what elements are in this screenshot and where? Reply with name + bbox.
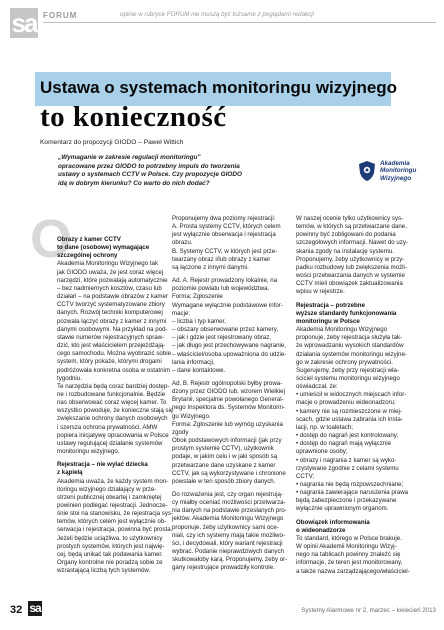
text-line: śnie stoi na stanowisku, że rejestracja sys- [57, 510, 174, 518]
text-line: przetwarzane dane uzyskane z kamer [172, 461, 276, 469]
text-line: B. Systemy CCTV, w których jest prze- [172, 247, 278, 255]
text-line: – jak długo jest przechowywane nagranie, [172, 342, 287, 350]
text-line: gu Wizyjnego. [172, 412, 211, 420]
text-line: podróżowała konkretna osoba w ostatnim [57, 366, 170, 374]
column-heading: to dane (osobowe) wymagające [57, 244, 150, 252]
text-line: temów, których celem jest wyłącznie ob- [57, 518, 167, 526]
text-line: • nagrania nie będą rozpowszechniane; [296, 481, 404, 488]
text-line: Jeżeli będzie uciążliwa, to użytkownicy [57, 534, 163, 542]
column-heading: Obowiązek informowania [296, 518, 370, 526]
text-line: danymi osobowymi. Na przykład na pod- [57, 325, 168, 333]
text-line: • dostęp do nagrań mają wyłącznie [296, 440, 391, 448]
text-line: – właściciel/osoba upoważniona do udzie- [172, 350, 287, 358]
column-heading: Rejestracja – nie wylać dziecka [57, 461, 148, 469]
text-line: scach, gdzie ustawa zabrania ich insta- [296, 415, 403, 423]
issue-info: Systemy Alarmowe nr 2, marzec – kwiecień 2013 [301, 607, 436, 614]
text-line: jektów. Akademia Monitoringu Wizyjnego [172, 515, 284, 523]
article-byline: Komentarz do propozycji GIODO – Paweł Wittich [40, 139, 184, 146]
magazine-logo: sa [11, 8, 37, 38]
text-line: Do rozważenia jest, czy organ rejestrują- [172, 491, 283, 498]
text-line: poziomie powiatu lub województwa. [172, 285, 270, 293]
text-line: będą zabezpieczone i przekazywane [296, 497, 397, 505]
column-heading: Obrazy z kamer CCTV [57, 236, 121, 243]
text-line: zgody [172, 428, 189, 436]
column-1 [57, 236, 174, 575]
text-line: Ad. B. Rejestr ogólnopolski byłby prowa- [172, 379, 283, 387]
text-line: dzony przez GIODO lub, wzorem Wielkiej [172, 388, 285, 396]
footer-logo: sa [29, 601, 41, 615]
text-line: wpisu w rejestrze. [296, 288, 345, 296]
badge-line: Akademia [380, 160, 410, 167]
text-line: skutkowałoby karą. Proponujemy, żeby or- [172, 556, 288, 564]
column-heading: o wideonadzorze [296, 526, 346, 534]
editorial-note: opinie w rubryce FORUM nie muszą być tożsame z poglądami redakcji [120, 11, 314, 18]
lead-line: idą w dobrym kierunku? Co warto do nich dodać? [58, 179, 210, 187]
text-line: Sugerujemy, żeby przy rejestracji wła- [296, 366, 399, 374]
text-line: proponuje, żeby rejestracja służyła tak- [296, 334, 403, 342]
text-line: • nagrania zawierające naruszenia prawa [296, 489, 409, 497]
section-label: FORUM [43, 11, 78, 20]
text-line: wybrać. Podanie nieprawdziwych danych [172, 548, 284, 556]
text-line: zwiększanie ochrony danych osobowych [57, 415, 168, 423]
column-heading: szczególnej ochrony [57, 252, 118, 260]
text-line: narzędzi, które pozwalają automatycznie [57, 276, 168, 284]
text-line: system, który pokaże, którymi drogami [57, 358, 162, 366]
text-line: i szersza ochrona prywatności. AMW [57, 423, 158, 431]
column-heading: z kąpielą [57, 469, 83, 477]
article-lead [58, 154, 348, 188]
text-line: lania informacji, [172, 358, 215, 366]
column-2 [172, 215, 290, 573]
text-line: Forma: Zgłoszenie [172, 293, 223, 301]
text-line: powinny być zobligowani do podania [296, 231, 396, 239]
text-line: nia danych na podstawie przesłanych pro- [172, 507, 287, 515]
text-line: niali, czy ich systemy mają takie możliwo- [172, 531, 285, 539]
text-line: W opinii Akademii Monitoringu Wizyj- [296, 543, 397, 551]
text-line: macje: [172, 309, 191, 317]
column-heading: Rejestracja – potrzebne [296, 301, 365, 309]
article-title-line1: Ustawa o systemach monitoringu wizyjnego [40, 78, 398, 97]
text-line: popiera inicjatywę opracowania w Polsce [57, 431, 169, 439]
text-line: są łączone z innymi danymi. [172, 263, 249, 271]
text-line: – dane kontaktowe. [172, 366, 226, 374]
text-line: informacje, że teren jest monitorowany, [296, 559, 403, 567]
text-line: ści, i decydowali, który wariant rejestracji [172, 539, 283, 547]
text-line: wzrastającą liczbą tych systemów. [57, 567, 151, 575]
text-line: Forma: Zgłoszenie lub wymóg uzyskania [172, 420, 283, 428]
text-line: Organy kontrolne nie poradzą sobie ze [57, 559, 163, 567]
column-heading: monitoringu w Polsce [296, 317, 360, 325]
text-line: • kamery nie są rozmieszczone w miej- [296, 407, 402, 415]
text-line: • umieścił w widocznych miejscach infor- [296, 391, 407, 399]
text-line: dzić, kto jest właścicielem przejeżdżają- [57, 342, 166, 350]
text-line: obrazu. [172, 239, 193, 247]
text-line: • dostęp do nagrań jest kontrolowany; [296, 432, 399, 440]
text-line: Ad. A. Rejestr prowadzony lokalnie, na [172, 277, 278, 285]
text-line: pozwala łączyć obrazy z kamer z innymi [57, 317, 167, 325]
header-divider [43, 22, 436, 23]
text-line: Akademia Monitoringu Wizyjnego tak [57, 260, 159, 268]
text-line: To standard, którego w Polsce brakuje. [296, 534, 402, 542]
text-line: nego Inspektora ds. Systemów Monitorin- [172, 404, 285, 412]
badge-line: Wizyjnego [380, 174, 412, 182]
text-line: cy miałby oceniać możliwości przetwarza- [172, 499, 286, 507]
lead-line: opracowane przez GIODO to potrzebny impuls do tworzenia [58, 162, 240, 170]
text-line: twarzany obraz i/lub obrazy z kamer [172, 255, 271, 263]
text-line: powinien podlegać rejestracji. Jednocze- [57, 502, 168, 509]
page-number: 32 [10, 604, 23, 616]
text-line: • obrazy i nagrania z kamer są wyko- [296, 456, 397, 464]
text-line: serwacja i rejestracja, powinna być prosta. [57, 526, 173, 534]
badge-line: Monitoringu [380, 167, 417, 175]
text-line: rzystywane zgodnie z celami systemu [296, 464, 399, 472]
column-3 [296, 215, 426, 576]
text-line: gany rejestrujące prowadziły kontrole. [172, 564, 275, 572]
text-line: temów, w których są przetwarzane dane, [296, 223, 407, 231]
text-line: jak GIODO uważa, że jest coraz więcej [57, 268, 164, 276]
text-line: działań – na podstawie obrazów z kamer [57, 293, 168, 301]
text-line: nego na tablicach powinny znaleźć się [296, 551, 401, 559]
text-line: go w zakresie ochrony prywatności. [296, 358, 393, 366]
text-line: Obok podstawowych informacji (jak przy [172, 437, 282, 445]
text-line: danych. Rozwój techniki komputerowej [57, 309, 163, 317]
text-line: lacji, np. w toaletach; [296, 423, 354, 431]
text-line: Te narzędzia będą coraz bardziej dostęp- [57, 382, 170, 390]
text-line: W naszej ocenie tylko użytkownicy sys- [296, 215, 404, 222]
text-line: wszystko powoduje, że konieczne stają się [57, 407, 174, 415]
text-line: skania zgody na instalację systemu. [296, 247, 394, 255]
text-line: wyłącznie uprawnionym organom. [296, 505, 389, 513]
text-line: ustawy regulującej działanie systemów [57, 439, 163, 447]
text-line: Akademia Monitoringu Wizyjnego [296, 326, 388, 334]
text-line: ne i rozbudowane funkcjonalnie. Będzie [57, 390, 166, 398]
akademia-name [380, 160, 416, 182]
text-line: – jak i gdzie jest rejestrowany obraz, [172, 334, 271, 342]
lead-line: ustawy o systemach CCTV w Polsce. Czy propozycje GIODO [58, 171, 242, 179]
text-line: prostych systemów, których jest najwię- [57, 542, 165, 550]
text-line: proponuje, żeby użytkownicy sami oce- [172, 523, 279, 531]
akademia-logo [358, 158, 434, 186]
text-line: podaje, w jakim celu i w jaki sposób są [172, 453, 278, 461]
text-line: CCTV tworzyć systematyzowane zbiory [57, 301, 165, 309]
text-line: tygodniu. [57, 374, 82, 382]
text-line: oświadczał, że: [296, 383, 338, 391]
text-line: cego samochodu. Można wyobrazić sobie [57, 350, 172, 358]
text-line: ściciel systemu monitoringu wizyjnego [296, 374, 400, 382]
text-line: prostym systemie CCTV), użytkownik [172, 445, 274, 453]
text-line: a także nazwa zarządzającego/właściciel- [296, 567, 410, 575]
text-line: wości przetwarzania danych w systemie [296, 272, 405, 280]
text-line: A. Prosta systemy CCTV, których celem [172, 223, 281, 231]
text-line: Wymagane wyłącznie podstawowe infor- [172, 301, 283, 309]
text-line: że wprowadzaniu wysokich standardów [296, 342, 404, 350]
text-line: CCTV, jak są wykorzystywane i chronione [172, 469, 286, 477]
shield-icon [358, 160, 376, 182]
text-line: Proponujemy dwa poziomy rejestracji: [172, 215, 276, 222]
lead-line: „Wymaganie w zakresie regulacji monitoringu" [58, 154, 201, 161]
text-line: uprawnione osoby; [296, 448, 348, 456]
text-line: CCTV; [296, 472, 315, 480]
text-line: szczegółowych informacji. Nawet do uzy- [296, 239, 408, 247]
drop-cap: O [30, 209, 73, 269]
text-line: cej, będą unikać tak podawania kamer. [57, 550, 163, 558]
text-line: strzeni publicznej otwartej i zamkniętej [57, 493, 162, 501]
text-line: – liczba i typ kamer, [172, 317, 226, 325]
column-heading: wyższe standardy funkcjonowania [296, 309, 397, 317]
text-line: monitoringu wizyjnego. [57, 448, 120, 456]
text-line: stawie numerów rejestracyjnych spraw- [57, 333, 165, 341]
text-line: CCTV mieli obowiązek zaktualizowania [296, 280, 403, 288]
text-line: padku rozbudowy lub zwiększenia możli- [296, 263, 407, 271]
text-line: jest wyłącznie obserwacja i rejestracja [172, 231, 276, 239]
text-line: Brytanii, specjalnie powołanego General- [172, 396, 284, 404]
article-title-line2: to konieczność [40, 101, 227, 133]
text-line: działania systemów monitoringu wizyjne- [296, 350, 407, 358]
text-line: itoringu wizyjnego działający w prze- [57, 485, 157, 493]
text-line: Akademia uważa, że każdy system mon- [57, 477, 169, 485]
text-line: Proponujemy, żeby użytkownicy w przy- [296, 255, 405, 263]
text-line: powstałe w ten sposób zbiory danych. [172, 477, 276, 485]
text-line: macje o prowadzeniu wideonadzoru; [296, 399, 396, 407]
text-line: nas obserwować coraz więcej kamer. To [57, 399, 167, 407]
text-line: – bez nadmiernych kosztów, czasu lub [57, 284, 162, 292]
text-line: – obszary obserwowane przez kamery, [172, 326, 279, 334]
